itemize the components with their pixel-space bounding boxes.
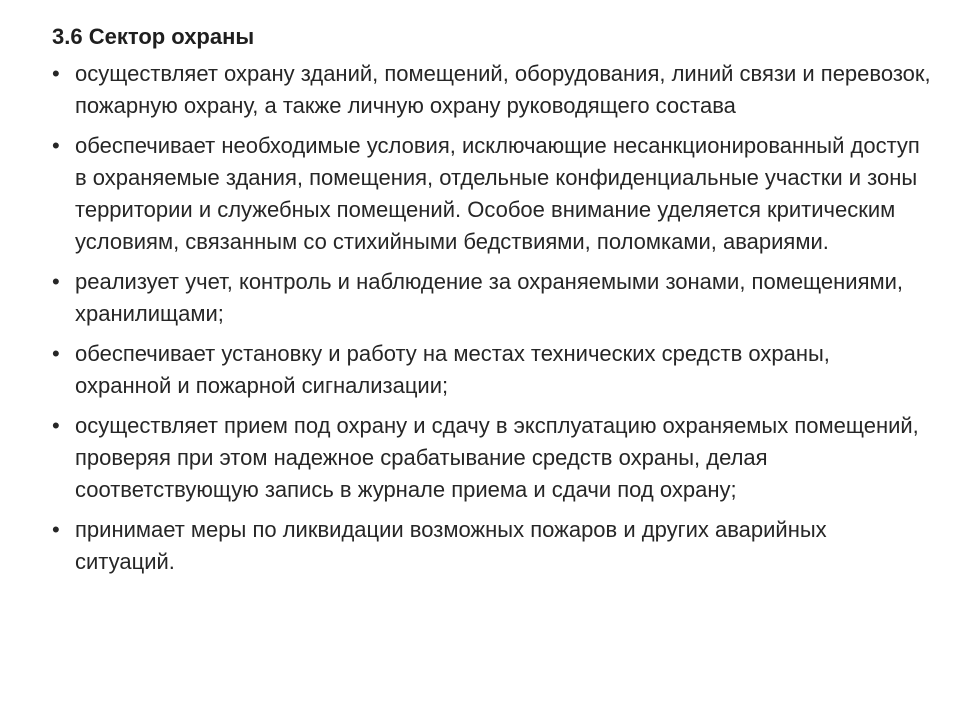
bullet-text: осуществляет охрану зданий, помещений, оборудования, линий связи и перевозок, пожарную охрану, а также личную охрану руководящего состава <box>75 61 931 118</box>
bullet-text: осуществляет прием под охрану и сдачу в эксплуатацию охраняемых помещений, проверяя при этом надежное срабатывание средств охраны, делая соответствующую запись в журнале приема и сдачи под охрану; <box>75 413 919 502</box>
bullet-icon: • <box>52 341 60 366</box>
bullet-item <box>52 338 932 402</box>
bullet-text: обеспечивает установку и работу на местах технических средств охраны, охранной и пожарной сигнализации; <box>75 341 830 398</box>
bullet-icon: • <box>52 413 60 438</box>
bullet-text: принимает меры по ликвидации возможных пожаров и других аварийных ситуаций. <box>75 517 827 574</box>
bullet-item <box>52 514 932 578</box>
bullet-text: реализует учет, контроль и наблюдение за охраняемыми зонами, помещениями, хранилищами; <box>75 269 904 326</box>
slide-content <box>52 22 932 586</box>
bullet-icon: • <box>52 61 60 86</box>
bullet-item <box>52 58 932 122</box>
bullet-icon: • <box>52 517 60 542</box>
bullet-icon: • <box>52 269 60 294</box>
bullet-icon: • <box>52 133 60 158</box>
bullet-item <box>52 266 932 330</box>
bullet-list <box>52 58 932 578</box>
section-heading: 3.6 Сектор охраны <box>52 24 255 49</box>
bullet-item <box>52 410 932 506</box>
bullet-text: обеспечивает необходимые условия, исключающие несанкционированный доступ в охраняемые здания, помещения, отдельные конфиденциальные участки и зоны территории и служебных помещений. Особое внимание уделяется критическим условиям, связанным со стихийными бедствиями, поломками, авариями. <box>75 133 920 254</box>
bullet-item <box>52 130 932 258</box>
